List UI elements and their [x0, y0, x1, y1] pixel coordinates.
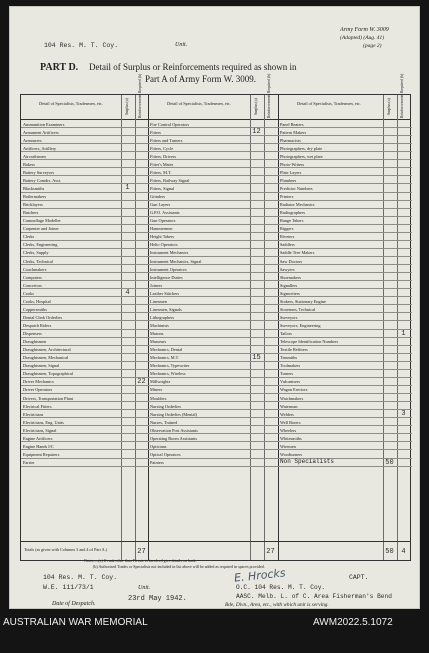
trade-label: Predictor Numbers — [280, 185, 313, 191]
trade-label: Turners — [280, 371, 294, 377]
table-row — [278, 257, 412, 265]
table-row — [278, 418, 412, 426]
table-row — [148, 378, 278, 386]
trade-label: Linesmen, Signals — [150, 306, 182, 312]
trade-label: Nurses, Trained — [150, 419, 178, 425]
trade-label: Pharmacists — [280, 137, 301, 143]
trade-label: Plumbers — [280, 177, 297, 183]
trade-label: Carpenter and Joiner — [23, 226, 59, 232]
table-row — [278, 241, 412, 249]
table-row — [21, 370, 148, 378]
table-row — [21, 362, 148, 370]
table-row — [278, 273, 412, 281]
trade-label: Fitters, M.T. — [150, 169, 172, 175]
reinforcement-value: 22 — [137, 377, 146, 386]
unit-label: Unit. — [175, 42, 188, 48]
trade-label: Fire Control Operators — [150, 121, 190, 127]
table-row — [278, 160, 412, 168]
table-row — [21, 209, 148, 217]
trade-label: Lithographers — [150, 314, 175, 320]
trade-label: Engine Hands I/C — [23, 443, 54, 449]
trade-label: Surveyors, Engineering — [280, 323, 321, 328]
table-row — [148, 322, 278, 330]
table-row — [21, 233, 148, 241]
signoff-we: W.E. 111/73/1 — [43, 584, 94, 591]
trade-label: Engine Artificers — [23, 435, 53, 441]
table-row — [148, 370, 278, 378]
trade-label: Operating Room Assistants — [150, 435, 198, 441]
table-row — [21, 394, 148, 402]
table-row — [148, 418, 278, 426]
trade-label: Camouflage Modeller — [23, 218, 61, 224]
detail-heading-3: Detail of Specialists, Tradesmen, etc. — [297, 101, 361, 106]
trade-label: Wheelers — [280, 427, 297, 433]
trade-label: Mechanics, Dental — [150, 347, 183, 353]
table-row — [278, 289, 412, 297]
table-row — [278, 297, 412, 305]
trade-label: Observation Post Assistants — [150, 427, 198, 433]
trade-label: Electricians, Signal — [23, 427, 57, 433]
trade-label: Nursing Orderlies — [150, 403, 181, 409]
table-row — [21, 426, 148, 434]
table-row — [21, 257, 148, 265]
trade-label: Radiator Mechanics — [280, 202, 315, 208]
surplus-heading-1: Surplus (a) — [125, 98, 129, 115]
trade-label: Battery Surveyors — [23, 169, 55, 175]
trade-label: Welders — [280, 411, 294, 417]
trade-label: Despatch Riders — [23, 323, 52, 328]
form-page — [9, 6, 420, 609]
table-row — [278, 120, 412, 128]
table-row — [278, 193, 412, 201]
signature: E. Hrocks — [233, 566, 287, 585]
table-row — [21, 152, 148, 160]
table-row — [278, 168, 412, 176]
trade-label: Drivers, Transportation Plant — [23, 395, 74, 401]
reinforcement-value: 1 — [401, 329, 406, 338]
table-row — [148, 257, 278, 265]
trade-label: Masons — [150, 331, 164, 337]
table-row — [21, 241, 148, 249]
total-col2-surplus: 27 — [266, 548, 275, 556]
table-row — [278, 434, 412, 442]
rein-heading-3: Reinforcements Required (b) — [400, 73, 404, 118]
table-row — [21, 378, 148, 386]
table-row — [148, 281, 278, 289]
totals-label: Totals (as given with Columns 3 and 4 of Part A.) — [24, 547, 108, 552]
trade-label: Armament Artificers — [23, 129, 59, 135]
trade-label: Driver Mechanics — [23, 379, 54, 385]
trade-label: Riveters — [280, 234, 295, 240]
trade-label: Driver Operators — [23, 387, 53, 393]
total-col3-surplus: 50 — [385, 548, 394, 556]
table-row — [21, 120, 148, 128]
surplus-value: 50 — [385, 458, 394, 467]
trade-label: Fitters, Drivers — [150, 153, 177, 159]
table-row — [278, 338, 412, 346]
table-row — [278, 378, 412, 386]
table-row — [21, 386, 148, 394]
trade-label: Photographers, wet plate — [280, 153, 323, 159]
table-row — [21, 273, 148, 281]
trade-label: Optical Operators — [150, 451, 181, 457]
table-row — [278, 184, 412, 192]
table-row — [148, 209, 278, 217]
table-row — [148, 434, 278, 442]
form-page-number: (page 2) — [363, 43, 382, 49]
table-row — [21, 402, 148, 410]
table-row — [278, 265, 412, 273]
table-row — [21, 176, 148, 184]
trade-label: Fitters, Railway Signal — [150, 177, 190, 183]
trade-label: Range Takers — [280, 218, 304, 224]
trade-label: Riggers — [280, 226, 294, 232]
trade-label: Wagon Erectors — [280, 387, 308, 393]
table-row — [148, 176, 278, 184]
table-row — [278, 346, 412, 354]
table-row — [21, 313, 148, 321]
trade-label: Clerks — [23, 234, 35, 240]
trade-label: Leather Stitchers — [150, 290, 180, 296]
table-row — [148, 120, 278, 128]
trade-label: Clerks, Technical — [23, 258, 53, 264]
title-line-1: Detail of Surplus or Reinforcements required as shown in — [89, 62, 297, 72]
table-row — [21, 281, 148, 289]
table-row — [148, 160, 278, 168]
table-row — [21, 322, 148, 330]
detail-heading-2: Detail of Specialists, Tradesmen, etc. — [167, 101, 231, 106]
trade-label: Helio Operators — [150, 242, 178, 248]
table-row — [21, 168, 148, 176]
despatch-date-label: Date of Despatch. — [52, 601, 96, 607]
table-row — [278, 322, 412, 330]
address-line: AASC. Melb. L. of C. Area Fisherman's Bend — [236, 593, 392, 600]
trade-label: Storemen, Technical — [280, 306, 316, 312]
table-row — [278, 233, 412, 241]
table-row — [21, 330, 148, 338]
table-row — [148, 305, 278, 313]
trade-label: Signallers — [280, 282, 298, 288]
table-row — [148, 362, 278, 370]
trade-label: Bricklayers — [23, 202, 43, 208]
rein-heading-1: Reinforcements Required (b) — [138, 73, 142, 118]
table-row — [278, 386, 412, 394]
trade-label: Waterman — [280, 403, 298, 409]
table-row — [21, 354, 148, 362]
table-row — [278, 152, 412, 160]
table-row — [278, 394, 412, 402]
trade-label: Stokers, Stationary Engine — [280, 298, 326, 304]
table-row — [148, 233, 278, 241]
table-row — [278, 144, 412, 152]
trade-label: Armourers — [23, 137, 42, 143]
trade-label: Equipment Repairers — [23, 451, 60, 457]
table-row — [148, 225, 278, 233]
table-row — [148, 402, 278, 410]
table-row — [148, 313, 278, 321]
table-row — [148, 152, 278, 160]
table-row — [278, 305, 412, 313]
trade-label: Instrument Mechanics, Signal — [150, 258, 202, 264]
trade-label: Saddle Tree Makers — [280, 250, 315, 256]
surplus-value: 4 — [125, 289, 130, 298]
table-row — [148, 346, 278, 354]
form-number: Army Form W. 3009 — [340, 27, 389, 33]
surplus-heading-2: Surplus (a) — [254, 98, 258, 115]
trade-label: Instrument Operators — [150, 266, 187, 272]
trade-label: Fitters, Signal — [150, 185, 175, 191]
oc-line: O.C. 104 Res. M. T. Coy. — [236, 584, 326, 591]
table-row — [148, 289, 278, 297]
table-row — [278, 313, 412, 321]
table-row — [278, 402, 412, 410]
trade-label: Dispensers — [23, 331, 42, 337]
title-line-2: Part A of Army Form W. 3009. — [145, 74, 257, 84]
trade-label: Vulcanisers — [280, 379, 301, 385]
table-row — [148, 330, 278, 338]
trade-label: Moulders — [150, 395, 167, 401]
trade-label: Cooks — [23, 290, 34, 296]
table-row — [21, 136, 148, 144]
trade-label: Gun Layers — [150, 202, 171, 208]
table-row — [21, 201, 148, 209]
trade-label: Butchers — [23, 210, 39, 216]
trade-label: Tailors — [280, 331, 292, 337]
trade-label: Farrier — [23, 460, 35, 466]
total-col3-reinforcements: 4 — [401, 548, 406, 556]
trade-label: Well Borers — [280, 419, 301, 425]
table-row — [148, 217, 278, 225]
table-row — [21, 442, 148, 450]
trade-label: Fitters, Cycle — [150, 145, 174, 151]
table-row — [21, 338, 148, 346]
table-row — [21, 193, 148, 201]
trade-label: Battery Comdrs. Asst. — [23, 177, 61, 183]
table-row — [148, 193, 278, 201]
trade-label: Textile Refitters — [280, 347, 308, 353]
trade-label: Blacksmiths — [23, 185, 45, 191]
credit-bar — [0, 609, 429, 653]
trade-label: Linesmen — [150, 298, 167, 304]
table-row — [278, 217, 412, 225]
trade-label: Mechanics, M.T. — [150, 355, 180, 361]
table-row — [148, 450, 278, 458]
table-row — [148, 201, 278, 209]
table-row — [278, 354, 412, 362]
trade-label: Fitter's Mates — [150, 161, 174, 167]
table-row — [148, 426, 278, 434]
table-row — [148, 442, 278, 450]
table-row — [148, 273, 278, 281]
table-row — [148, 241, 278, 249]
trade-label: Millwrights — [150, 379, 171, 385]
surplus-value: 1 — [125, 184, 130, 193]
trade-label: Draughtsmen, Signal — [23, 363, 60, 369]
table-row — [21, 410, 148, 418]
trade-label: Sawyers — [280, 266, 295, 272]
trade-label: Coppersmiths — [23, 306, 47, 312]
table-row — [278, 176, 412, 184]
trade-label: Draughtsmen, Topographical — [23, 371, 73, 377]
table-row — [21, 144, 148, 152]
table-row — [278, 128, 412, 136]
trade-label: Fitters and Turners — [150, 137, 183, 143]
trade-label: Instrument Mechanics — [150, 250, 189, 256]
note-b: (b) Authorised Trades or Specialists not included in list above will be added as required in spaces provided. — [93, 564, 265, 569]
trade-label: Cooks, Hospital — [23, 298, 51, 304]
trade-label: G.P.O. Assistants — [150, 210, 180, 216]
surplus-heading-3: Surplus (a) — [387, 98, 391, 115]
trade-label: Machinists — [150, 323, 169, 328]
table-row — [21, 434, 148, 442]
table-row — [148, 410, 278, 418]
trade-label: Artificers, Artillery — [23, 145, 57, 151]
trade-label: Saddlers — [280, 242, 295, 248]
trade-label: Painters — [150, 460, 164, 466]
table-row — [148, 136, 278, 144]
table-row — [148, 459, 278, 467]
table-row — [148, 386, 278, 394]
trade-label: Watchmakers — [280, 395, 304, 401]
trade-label: Electricians, Eng. Units — [23, 419, 64, 425]
credit-institution: AUSTRALIAN WAR MEMORIAL — [3, 617, 148, 628]
trade-label: Hammermen — [150, 226, 173, 232]
trade-label: Opticians — [150, 443, 167, 449]
table-row — [21, 305, 148, 313]
trade-label: Non Specialists — [280, 458, 335, 466]
trade-label: Concretors — [23, 282, 42, 288]
table-row — [278, 370, 412, 378]
trade-label: Tinsmiths — [280, 355, 298, 361]
trade-label: Clerks, Supply — [23, 250, 49, 256]
table-row — [278, 136, 412, 144]
table-row — [21, 249, 148, 257]
table-row — [278, 209, 412, 217]
trade-label: Coachmakers — [23, 266, 47, 272]
table-row — [278, 362, 412, 370]
note-a: Notes.—(a) If rank other than Private is involved give details on back. — [84, 558, 197, 563]
trade-label: Miners — [150, 387, 163, 393]
table-row — [148, 265, 278, 273]
trade-label: Electrical Fitters — [23, 403, 52, 409]
table-row — [21, 265, 148, 273]
trade-label: Draughtsmen, Mechanical — [23, 355, 69, 361]
trade-label: Dental Clerk Orderlies — [23, 314, 63, 320]
table-row — [148, 168, 278, 176]
trade-label: Clerks, Engineering — [23, 242, 58, 248]
table-row — [21, 128, 148, 136]
trade-label: Draughtsmen — [23, 339, 47, 345]
trade-label: Mechanics, Typewriter — [150, 363, 190, 369]
trade-label: Boilermakers — [23, 194, 47, 200]
trade-label: Signwriters — [280, 290, 300, 296]
trade-label: Pattern Makers — [280, 129, 307, 135]
reinforcement-value: 3 — [401, 410, 406, 419]
table-row — [21, 297, 148, 305]
trade-label: Printers — [280, 194, 294, 200]
unit-value: 104 Res. M. T. Coy. — [44, 42, 119, 49]
trade-label: Intelligence Duties — [150, 274, 183, 280]
table-row — [21, 418, 148, 426]
trade-label: Draughtsmen, Architectural — [23, 347, 71, 353]
table-row — [278, 225, 412, 233]
rank: CAPT. — [349, 574, 369, 581]
table-row — [21, 346, 148, 354]
table-row — [278, 281, 412, 289]
table-row — [21, 225, 148, 233]
table-row — [148, 144, 278, 152]
trade-label: Aircraftsmen — [23, 153, 46, 159]
detail-heading-1: Detail of Specialists, Tradesmen, etc. — [39, 101, 103, 106]
trade-label: Bakers — [23, 161, 35, 167]
trade-label: Height Takers — [150, 234, 175, 240]
trade-label: Fitters — [150, 129, 161, 135]
trade-label: Toolmakers — [280, 363, 301, 369]
trade-label: Shoemakers — [280, 274, 302, 280]
trade-label: Gun Operators — [150, 218, 176, 224]
rein-heading-2: Reinforcements Required (b) — [267, 73, 271, 118]
table-row — [148, 338, 278, 346]
table-row — [278, 426, 412, 434]
table-row — [278, 201, 412, 209]
trade-label: Radiographers — [280, 210, 306, 216]
signoff-unit-label: Unit. — [138, 585, 151, 591]
table-row — [21, 217, 148, 225]
surplus-value: 15 — [252, 353, 261, 362]
trade-label: Grinders — [150, 194, 166, 200]
trade-label: Mechanics, Wireless — [150, 371, 186, 377]
signoff-unit: 104 Res. M. T. Coy. — [43, 574, 118, 581]
formation-label: Bde, Divn., Area, etc., with which unit is serving. — [225, 602, 329, 608]
surplus-value: 12 — [252, 128, 261, 137]
table-row — [148, 394, 278, 402]
table-row — [278, 330, 412, 338]
trade-label: Computers — [23, 274, 42, 280]
despatch-date: 23rd May 1942. — [128, 595, 187, 603]
trade-label: Photo-Writers — [280, 161, 305, 167]
trade-label: Ammunition Examiners — [23, 121, 65, 127]
trade-label: Joiners — [150, 282, 163, 288]
trade-label: Woodturners — [280, 451, 303, 457]
trade-label: Surveyors — [280, 314, 298, 320]
table-row — [148, 249, 278, 257]
table-row — [148, 297, 278, 305]
trade-label: Telescope Identification Numbers — [280, 339, 339, 345]
table-row — [278, 442, 412, 450]
table-row — [148, 184, 278, 192]
trade-label: Panel Beaters — [280, 121, 304, 127]
trade-label: Nursing Orderlies (Mental) — [150, 411, 198, 417]
trade-label: Whitesmiths — [280, 435, 302, 441]
trade-label: Wiremen — [280, 443, 296, 449]
trade-label: Masseurs — [150, 339, 167, 345]
table-row — [278, 410, 412, 418]
trade-label: Photographers, dry plate — [280, 145, 323, 151]
part-title: PART D. — [40, 62, 79, 73]
table-row — [21, 450, 148, 458]
table-row — [21, 459, 148, 467]
trade-label: Plate Layers — [280, 169, 302, 175]
table-row — [278, 249, 412, 257]
form-adapted: (Adapted) (Aug. 41) — [340, 35, 385, 41]
table-row — [21, 160, 148, 168]
total-col1-reinforcements: 27 — [137, 548, 146, 556]
credit-accession: AWM2022.5.1072 — [313, 617, 393, 628]
trade-label: Electricians — [23, 411, 44, 417]
trade-label: Saw Doctors — [280, 258, 303, 264]
